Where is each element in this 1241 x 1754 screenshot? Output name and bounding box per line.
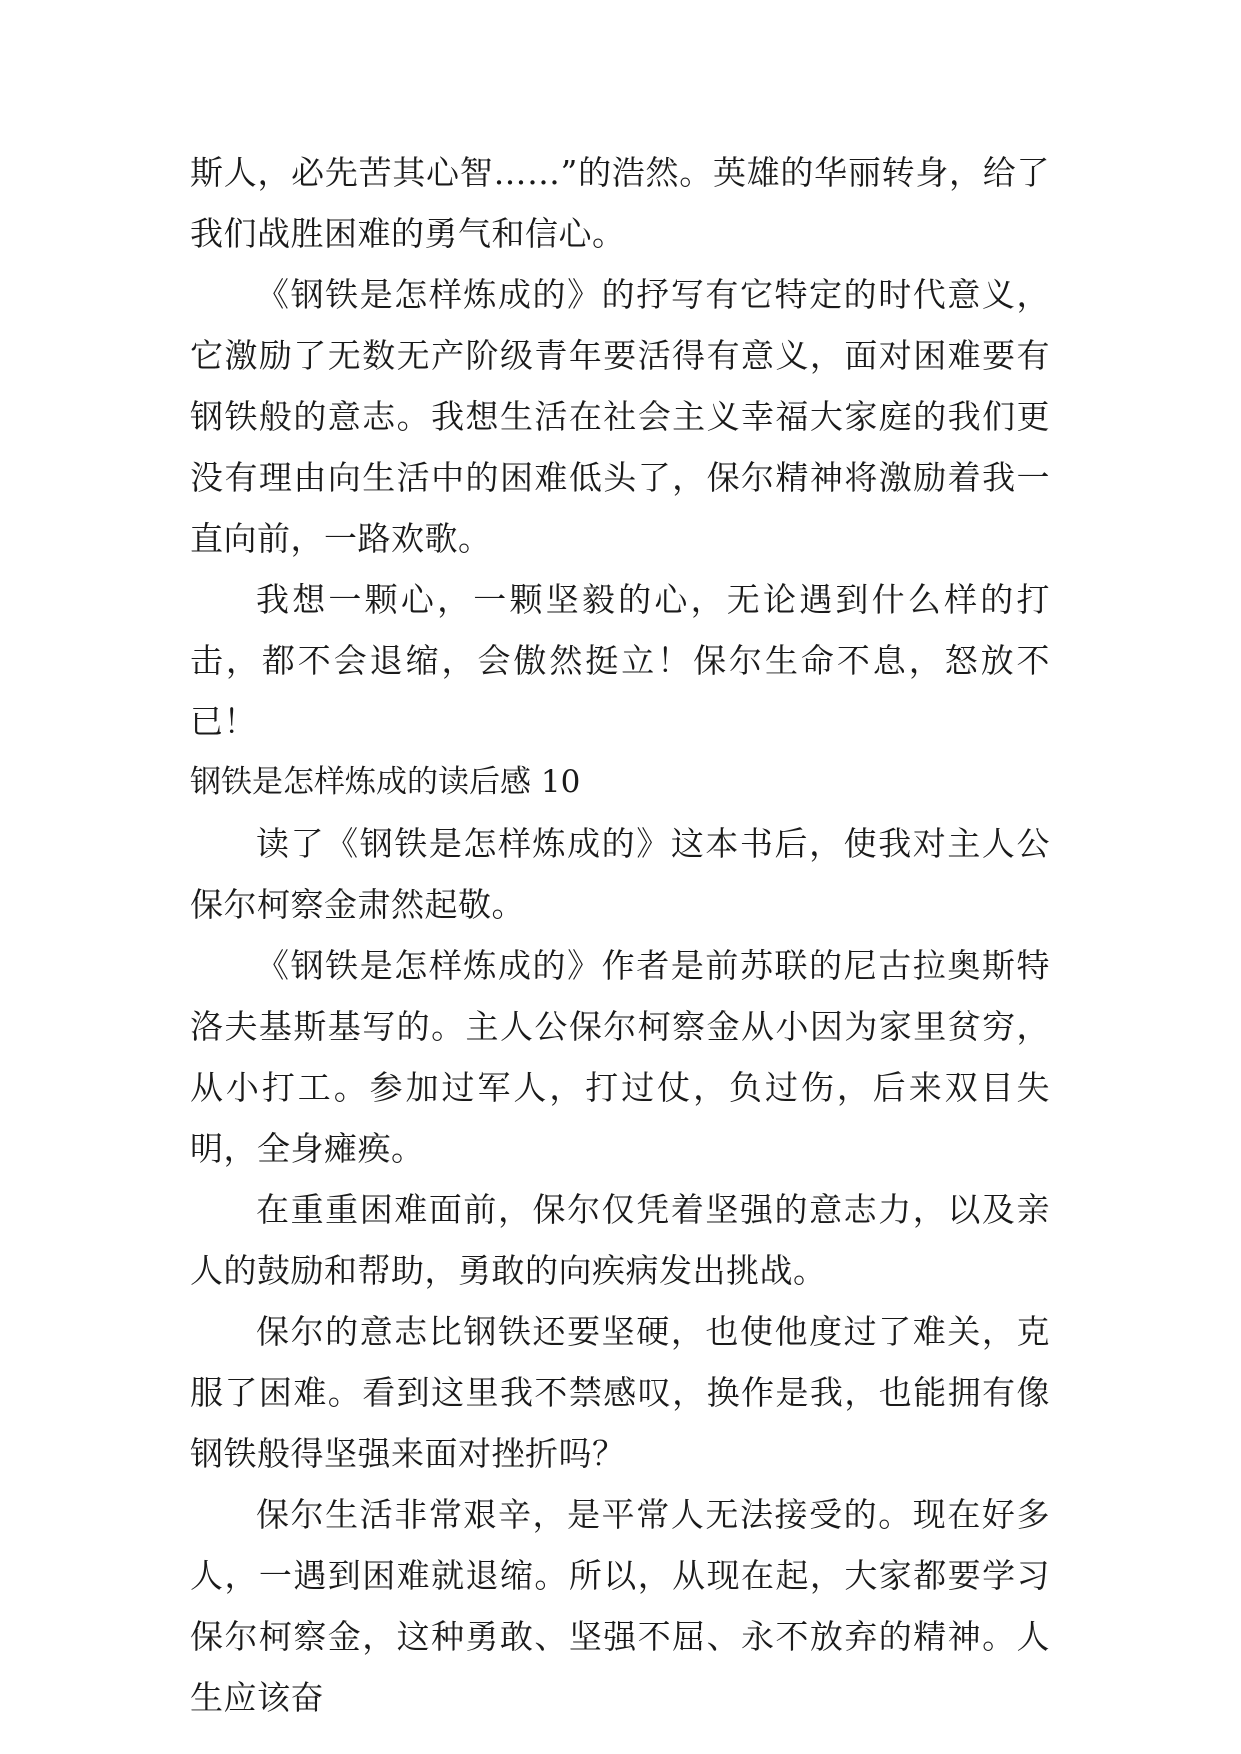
paragraph-1: 斯人，必先苦其心智……”的浩然。英雄的华丽转身，给了我们战胜困难的勇气和信心。 (190, 153, 1050, 253)
paragraph-2: 《钢铁是怎样炼成的》的抒写有它特定的时代意义，它激励了无数无产阶级青年要活得有意义，面对困难要有钢铁般的意志。我想生活在社会主义幸福大家庭的我们更没有理由向生活中的困难低头了，保尔精神将激励着我一直向前，一路欢歌。 (190, 275, 1050, 558)
paragraph-6: 在重重困难面前，保尔仅凭着坚强的意志力，以及亲人的鼓励和帮助，勇敢的向疾病发出挑战。 (190, 1190, 1050, 1290)
paragraph-7: 保尔的意志比钢铁还要坚硬，也使他度过了难关，克服了困难。看到这里我不禁感叹，换作是我，也能拥有像钢铁般得坚强来面对挫折吗？ (190, 1312, 1050, 1473)
paragraph-3: 我想一颗心，一颗坚毅的心，无论遇到什么样的打击，都不会退缩，会傲然挺立！保尔生命不息，怒放不已！ (190, 580, 1050, 741)
section-heading: 钢铁是怎样炼成的读后感 10 (190, 764, 581, 800)
paragraph-8: 保尔生活非常艰辛，是平常人无法接受的。现在好多人，一遇到困难就退缩。所以，从现在起，大家都要学习保尔柯察金，这种勇敢、坚强不屈、永不放弃的精神。人生应该奋 (190, 1495, 1050, 1717)
paragraph-5: 《钢铁是怎样炼成的》作者是前苏联的尼古拉奥斯特洛夫基斯基写的。主人公保尔柯察金从小因为家里贫穷，从小打工。参加过军人，打过仗，负过伤，后来双目失明，全身瘫痪。 (190, 946, 1050, 1168)
document-body (190, 142, 1050, 1728)
paragraph-4: 读了《钢铁是怎样炼成的》这本书后，使我对主人公保尔柯察金肃然起敬。 (190, 824, 1050, 924)
